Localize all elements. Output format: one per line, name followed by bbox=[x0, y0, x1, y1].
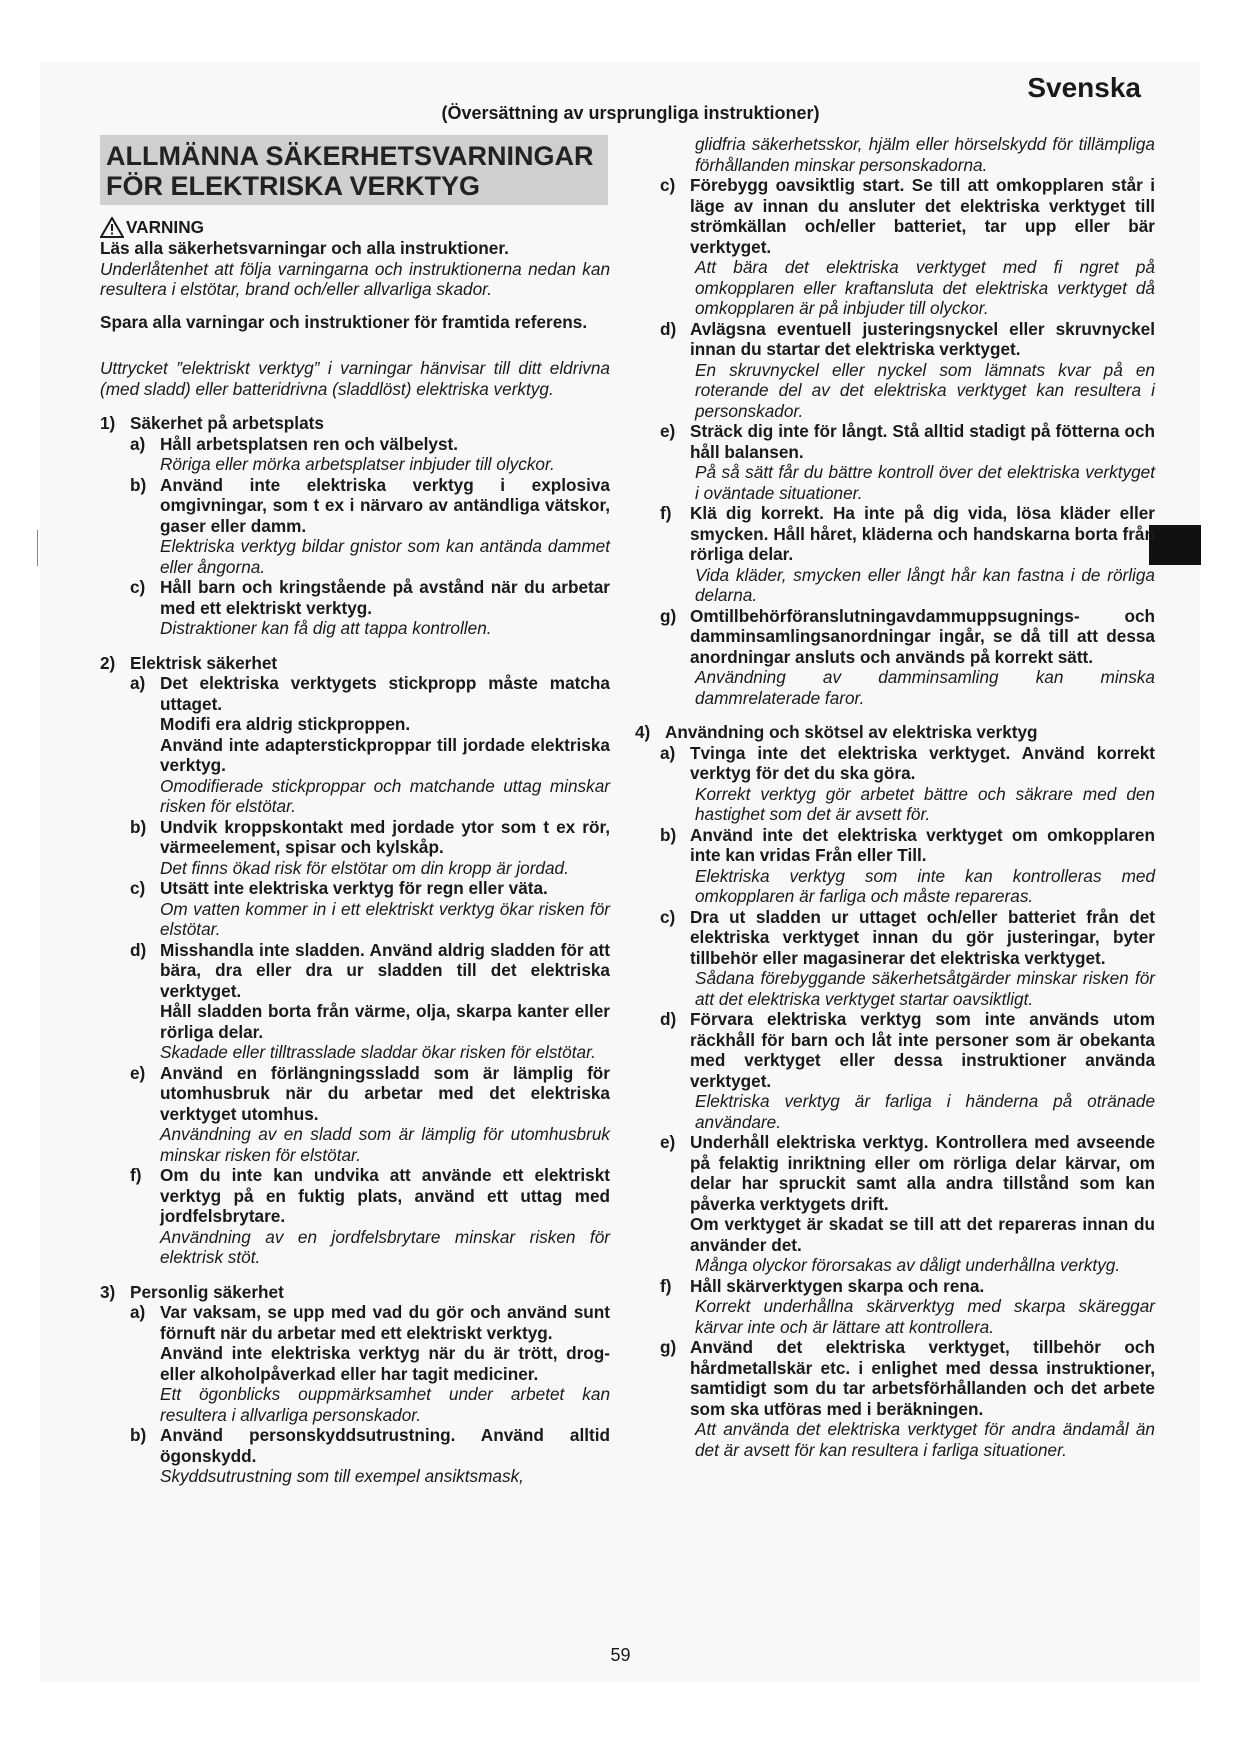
language-label: Svenska bbox=[1027, 72, 1141, 103]
sec2-item-c: c) Utsätt inte elektriska verktyg för regn eller väta. bbox=[130, 878, 548, 898]
sec2-item-a: a) Det elektriska verktygets stickpropp måste matcha uttaget. bbox=[130, 673, 610, 714]
sec1-item-a: a) Håll arbetsplatsen ren och välbelyst. bbox=[130, 433, 459, 454]
sec4-item-d: d) Förvara elektriska verktyg som inte används utom räckhåll för barn och låt inte personer som är obekanta med verktyget eller dessa instruktioner använda verktyget. bbox=[660, 1009, 1155, 1091]
sec3-item-f: f) Klä dig korrekt. Ha inte på dig vida, lösa kläder eller smycken. Håll håret, kläderna och handskarna borta från rörliga delar. bbox=[660, 503, 1155, 564]
left-column bbox=[100, 135, 610, 1487]
sec4-item-e-line2: Om verktyget är skadat se till att det repareras innan du använder det. bbox=[690, 1214, 1155, 1255]
sec1-item-b: b) Använd inte elektriska verktyg i explosiva omgivningar, som t ex i närvaro av antändliga vätskor, gaser eller damm. bbox=[130, 474, 610, 536]
sec3-item-b-note: Skyddsutrustning som till exempel ansiktsmask, bbox=[160, 1466, 524, 1486]
sec2-item-a-line2: Modifi era aldrig stickproppen. bbox=[160, 714, 411, 734]
sec3-item-d-note: En skruvnyckel eller nyckel som lämnats kvar på en roterande del av det elektriska verktyget kan resultera i personskador. bbox=[695, 359, 1155, 421]
section-thumb-tab bbox=[1149, 525, 1201, 565]
sec1-item-b-note: Elektriska verktyg bildar gnistor som kan antända dammet eller ångorna. bbox=[160, 536, 610, 577]
section-4-title: 4) Användning och skötsel av elektriska verktyg bbox=[635, 722, 1038, 742]
sec1-item-c-note: Distraktioner kan få dig att tappa kontrollen. bbox=[160, 618, 492, 638]
sec4-item-a: a) Tvinga inte det elektriska verktyget. Använd korrekt verktyg för det du ska göra. bbox=[660, 742, 1155, 783]
sec4-item-g-note: Att använda det elektriska verktyget för andra ändamål än det är avsett för kan resultera i farliga situationer. bbox=[695, 1419, 1155, 1460]
warning-label: VARNING bbox=[126, 217, 204, 238]
sec4-item-b-note: Elektriska verktyg som inte kan kontrolleras med omkopplaren är farliga och måste repareras. bbox=[695, 865, 1155, 906]
sec4-item-f: f) Håll skärverktygen skarpa och rena. bbox=[660, 1275, 985, 1296]
sec4-item-a-note: Korrekt verktyg gör arbetet bättre och säkrare med den hastighet som det är avsett för. bbox=[695, 783, 1155, 824]
sec4-item-e-note: Många olyckor förorsakas av dåligt underhållna verktyg. bbox=[695, 1255, 1121, 1275]
sec3-item-g: g) Omtillbehörföranslutningavdammuppsugnings- och damminsamlingsanordningar ingår, se då till att dessa anordningar ansluts och används på korrekt sätt. bbox=[660, 605, 1155, 667]
sec3-item-b-note-cont: glidfria säkerhetsskor, hjälm eller hörselskydd för tillämpliga förhållanden minskar personskadorna. bbox=[695, 134, 1155, 175]
save-instructions: Spara alla varningar och instruktioner för framtida referens. bbox=[100, 311, 588, 332]
warning-triangle-icon bbox=[100, 217, 124, 238]
sec3-item-g-note: Användning av damminsamling kan minska dammrelaterade faror. bbox=[695, 667, 1155, 708]
heading-line-1: ALLMÄNNA SÄKERHETSVARNINGAR bbox=[106, 141, 594, 171]
sec2-item-e: e) Använd en förlängningssladd som är lämplig för utomhusbruk när du arbetar med det elektriska verktyget utomhus. bbox=[130, 1062, 610, 1124]
heading-line-2: FÖR ELEKTRISKA VERKTYG bbox=[106, 171, 481, 201]
sec2-item-a-note: Omodifierade stickproppar och matchande uttag minskar risken för elstötar. bbox=[160, 775, 610, 816]
sec2-item-d-note: Skadade eller tilltrasslade sladdar ökar risken för elstötar. bbox=[160, 1042, 596, 1062]
sec3-item-a-note: Ett ögonblicks ouppmärksamhet under arbetet kan resultera i allvarliga personskador. bbox=[160, 1384, 610, 1425]
translation-subtitle: (Översättning av ursprungliga instruktioner) bbox=[441, 103, 820, 123]
sec3-item-e-note: På så sätt får du bättre kontroll över det elektriska verktyget i oväntade situationer. bbox=[695, 462, 1155, 503]
sec2-item-a-line3: Använd inte adapterstickproppar till jordade elektriska verktyg. bbox=[160, 734, 610, 775]
sec4-item-g: g) Använd det elektriska verktyget, tillbehör och hårdmetallskär etc. i enlighet med dessa instruktioner, samtidigt som du tar arbetsförhållanden och det arbete som ska utföras med i beräkningen. bbox=[660, 1337, 1155, 1419]
section-heading-box bbox=[100, 135, 608, 205]
sec4-item-c-note: Sådana förebyggande säkerhetsåtgärder minskar risken för att det elektriska verktyget startar oavsiktligt. bbox=[695, 968, 1155, 1009]
sec2-item-d-line2: Håll sladden borta från värme, olja, skarpa kanter eller rörliga delar. bbox=[160, 1001, 610, 1042]
sec3-item-c: c) Förebygg oavsiktlig start. Se till att omkopplaren står i läge av innan du ansluter det elektriska verktyget till strömkällan och/eller batteriet, tar upp eller bär verktyget. bbox=[660, 175, 1155, 257]
sec1-item-a-note: Röriga eller mörka arbetsplatser inbjuder till olyckor. bbox=[160, 454, 555, 474]
sec3-item-a-line2: Använd inte elektriska verktyg när du är trött, drog- eller alkoholpåverkad eller har tagit mediciner. bbox=[160, 1343, 610, 1384]
warning-italic: Underlåtenhet att följa varningarna och instruktionerna nedan kan resultera i elstötar, brand och/eller allvarliga skador. bbox=[100, 258, 610, 299]
sec3-item-b: b) Använd personskyddsutrustning. Använd alltid ögonskydd. bbox=[130, 1425, 610, 1466]
sec3-item-f-note: Vida kläder, smycken eller långt hår kan fastna i de rörliga delarna. bbox=[695, 564, 1155, 605]
section-2-title: 2) Elektrisk säkerhet bbox=[100, 652, 278, 673]
margin-mark bbox=[37, 530, 38, 566]
sec4-item-c: c) Dra ut sladden ur uttaget och/eller batteriet från det elektriska verktyget innan du gör justeringar, byter tillbehör eller magasinerar det elektriska verktyget. bbox=[660, 906, 1155, 968]
warning-header bbox=[100, 217, 610, 238]
sec3-item-c-note: Att bära det elektriska verktyget med fi ngret på omkopplaren eller kraftansluta det elektriska verktyget då omkopplaren är på inbjuder till olyckor. bbox=[695, 257, 1155, 318]
warning-bold: Läs alla säkerhetsvarningar och alla instruktioner. bbox=[100, 238, 509, 258]
sec3-item-e: e) Sträck dig inte för långt. Stå alltid stadigt på fötterna och håll balansen. bbox=[660, 421, 1155, 462]
sec2-item-f-note: Användning av en jordfelsbrytare minskar risken för elektrisk stöt. bbox=[160, 1226, 610, 1267]
sec2-item-f: f) Om du inte kan undvika att använde ett elektriskt verktyg på en fuktig plats, använd ett uttag med jordfelsbrytare. bbox=[130, 1165, 610, 1226]
sec2-item-d: d) Misshandla inte sladden. Använd aldrig sladden för att bära, dra eller dra ur sladden till det elektriska verktyget. bbox=[130, 939, 610, 1001]
sec1-item-c: c) Håll barn och kringstående på avstånd när du arbetar med ett elektriskt verktyg. bbox=[130, 577, 610, 618]
sec4-item-e: e) Underhåll elektriska verktyg. Kontrollera med avseende på felaktig inriktning eller om rörliga delar kärvar, om delar har spruckit samt alla andra tillstånd som kan påverka verktygets drift. bbox=[660, 1132, 1155, 1214]
term-definition: Uttrycket ”elektriskt verktyg” i varningar hänvisar till ditt eldrivna (med sladd) eller batteridrivna (sladdlöst) elektriska verktyg. bbox=[100, 358, 610, 399]
right-column bbox=[635, 134, 1155, 1460]
sec3-item-a: a) Var vaksam, se upp med vad du gör och använd sunt förnuft när du arbetar med ett elektriskt verktyg. bbox=[130, 1302, 610, 1343]
sec2-item-e-note: Användning av en sladd som är lämplig för utomhusbruk minskar risken för elstötar. bbox=[160, 1124, 610, 1165]
section-1-title: 1) Säkerhet på arbetsplats bbox=[100, 413, 324, 433]
page-number: 59 bbox=[610, 1645, 631, 1665]
sec4-item-d-note: Elektriska verktyg är farliga i händerna på otränade användare. bbox=[695, 1091, 1155, 1132]
sec4-item-f-note: Korrekt underhållna skärverktyg med skarpa skäreggar kärvar inte och är lättare att kontrollera. bbox=[695, 1296, 1155, 1337]
sec3-item-d: d) Avlägsna eventuell justeringsnyckel eller skruvnyckel innan du startar det elektriska verktyget. bbox=[660, 318, 1155, 359]
sec2-item-b: b) Undvik kroppskontakt med jordade ytor som t ex rör, värmeelement, spisar och kylskåp. bbox=[130, 816, 610, 857]
sec2-item-b-note: Det finns ökad risk för elstötar om din kropp är jordad. bbox=[160, 857, 569, 878]
sec2-item-c-note: Om vatten kommer in i ett elektriskt verktyg ökar risken för elstötar. bbox=[160, 898, 610, 939]
sec4-item-b: b) Använd inte det elektriska verktyget om omkopplaren inte kan vridas Från eller Till. bbox=[660, 824, 1155, 865]
section-3-title: 3) Personlig säkerhet bbox=[100, 1281, 284, 1302]
